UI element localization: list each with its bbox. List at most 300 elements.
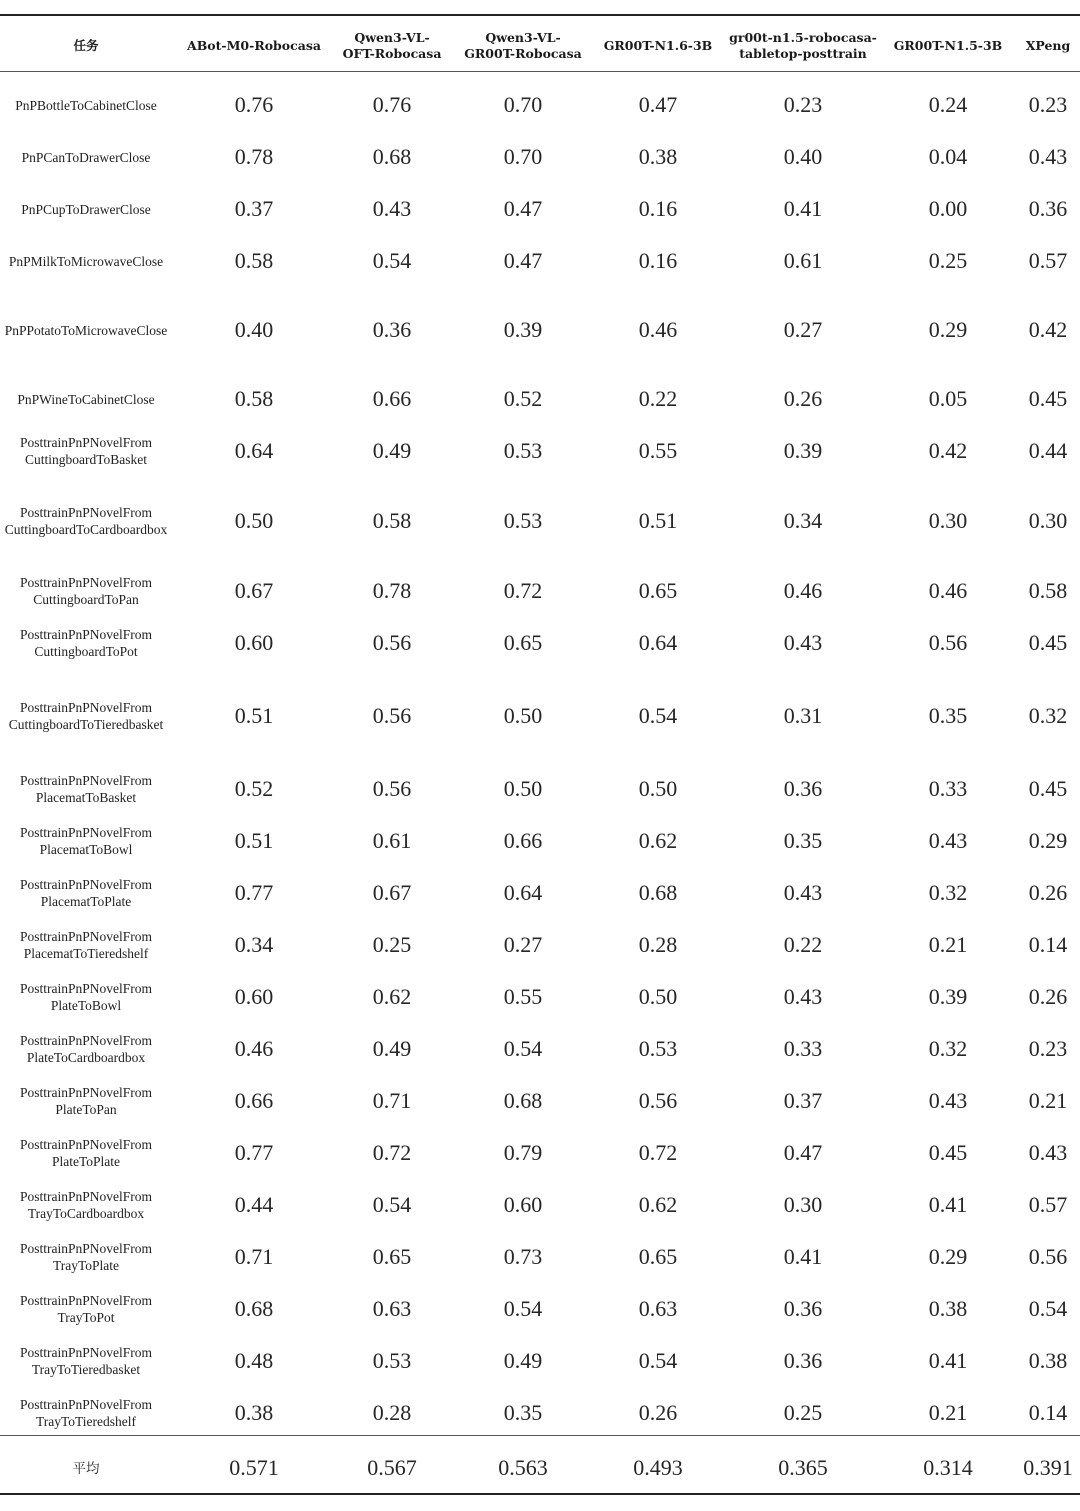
header-row <box>0 20 1080 72</box>
score-gr00t-n16-text: 0.64 <box>638 630 678 655</box>
score-qwen-gr00t <box>460 183 586 235</box>
score-qwen-oft <box>334 183 450 235</box>
score-qwen-oft <box>334 1127 450 1179</box>
score-abot-text: 0.66 <box>234 1088 274 1113</box>
score-gr00t-n15 <box>886 79 1010 131</box>
score-abot <box>184 1127 324 1179</box>
score-gr00t-n15-text: 0.29 <box>928 317 968 342</box>
score-qwen-gr00t <box>460 477 586 565</box>
header-qwen-oft <box>334 20 450 72</box>
score-xpeng-text: 0.23 <box>1028 1036 1068 1061</box>
score-gr00t-n15-posttrain-text: 0.33 <box>783 1036 823 1061</box>
score-gr00t-n16 <box>596 919 720 971</box>
score-qwen-gr00t-text: 0.72 <box>503 578 543 603</box>
score-xpeng-text: 0.57 <box>1028 1192 1068 1217</box>
task-name-text: PnPMilkToMicrowaveClose <box>8 253 164 269</box>
score-gr00t-n15-text: 0.00 <box>928 196 968 221</box>
header-rule <box>0 71 1080 72</box>
score-gr00t-n16-text: 0.46 <box>638 317 678 342</box>
score-xpeng-text: 0.43 <box>1028 144 1068 169</box>
score-xpeng <box>1016 1335 1080 1387</box>
table-row <box>0 565 1080 617</box>
score-gr00t-n15 <box>886 373 1010 425</box>
score-abot-text: 0.64 <box>234 438 274 463</box>
score-gr00t-n16 <box>596 815 720 867</box>
score-qwen-gr00t <box>460 373 586 425</box>
score-gr00t-n15-posttrain-text: 0.37 <box>783 1088 823 1113</box>
score-abot-text: 0.71 <box>234 1244 274 1269</box>
score-gr00t-n15-posttrain <box>726 1127 880 1179</box>
task-name <box>0 669 172 763</box>
task-name-text: PosttrainPnPNovelFrom TrayToTieredshelf <box>19 1397 152 1429</box>
score-gr00t-n15-posttrain <box>726 1179 880 1231</box>
bottom-rule <box>0 1493 1080 1495</box>
score-abot-text: 0.67 <box>234 578 274 603</box>
task-name <box>0 565 172 617</box>
score-gr00t-n16 <box>596 1023 720 1075</box>
score-qwen-gr00t <box>460 235 586 287</box>
score-gr00t-n15 <box>886 1335 1010 1387</box>
task-name <box>0 287 172 373</box>
score-gr00t-n15-posttrain <box>726 1023 880 1075</box>
task-name <box>0 617 172 669</box>
score-qwen-gr00t <box>460 815 586 867</box>
score-gr00t-n15-posttrain-text: 0.41 <box>783 196 823 221</box>
task-name-text: PosttrainPnPNovelFrom TrayToPlate <box>19 1241 152 1273</box>
header-gr00t-n16 <box>596 20 720 72</box>
score-xpeng <box>1016 1179 1080 1231</box>
task-name-text: PosttrainPnPNovelFrom TrayToPot <box>19 1293 152 1325</box>
task-name-text: PosttrainPnPNovelFrom TrayToTieredbasket <box>19 1345 152 1377</box>
score-abot-text: 0.77 <box>234 880 274 905</box>
score-gr00t-n16 <box>596 867 720 919</box>
average-gr00t-n15-posttrain <box>726 1440 880 1496</box>
score-gr00t-n15-text: 0.43 <box>928 828 968 853</box>
score-gr00t-n16-text: 0.65 <box>638 578 678 603</box>
header-xpeng-text: XPeng <box>1025 38 1071 53</box>
score-xpeng <box>1016 1023 1080 1075</box>
score-gr00t-n16-text: 0.56 <box>638 1088 678 1113</box>
score-qwen-oft <box>334 1023 450 1075</box>
score-gr00t-n15 <box>886 287 1010 373</box>
table-row <box>0 1335 1080 1387</box>
score-gr00t-n15-text: 0.46 <box>928 578 968 603</box>
score-xpeng-text: 0.42 <box>1028 317 1068 342</box>
score-gr00t-n15-posttrain-text: 0.46 <box>783 578 823 603</box>
score-qwen-gr00t-text: 0.52 <box>503 386 543 411</box>
score-qwen-oft-text: 0.28 <box>372 1400 412 1425</box>
score-gr00t-n16 <box>596 1075 720 1127</box>
score-qwen-oft <box>334 971 450 1023</box>
score-xpeng-text: 0.58 <box>1028 578 1068 603</box>
score-gr00t-n15-posttrain <box>726 183 880 235</box>
score-xpeng <box>1016 235 1080 287</box>
score-gr00t-n15-posttrain <box>726 763 880 815</box>
score-qwen-oft-text: 0.68 <box>372 144 412 169</box>
table-row <box>0 183 1080 235</box>
score-qwen-oft <box>334 425 450 477</box>
score-gr00t-n15-posttrain <box>726 131 880 183</box>
task-name <box>0 1231 172 1283</box>
average-abot <box>184 1440 324 1496</box>
score-gr00t-n15 <box>886 1231 1010 1283</box>
score-gr00t-n16 <box>596 669 720 763</box>
score-gr00t-n16-text: 0.28 <box>638 932 678 957</box>
score-abot <box>184 815 324 867</box>
score-qwen-gr00t <box>460 79 586 131</box>
score-xpeng-text: 0.23 <box>1028 92 1068 117</box>
score-gr00t-n16-text: 0.53 <box>638 1036 678 1061</box>
score-gr00t-n15-posttrain-text: 0.36 <box>783 1348 823 1373</box>
score-gr00t-n16 <box>596 131 720 183</box>
score-qwen-oft-text: 0.62 <box>372 984 412 1009</box>
score-qwen-oft <box>334 373 450 425</box>
score-gr00t-n16-text: 0.54 <box>638 703 678 728</box>
task-name <box>0 1127 172 1179</box>
score-qwen-gr00t-text: 0.39 <box>503 317 543 342</box>
score-gr00t-n16-text: 0.47 <box>638 92 678 117</box>
score-gr00t-n15 <box>886 669 1010 763</box>
average-label <box>0 1440 172 1496</box>
score-qwen-gr00t-text: 0.73 <box>503 1244 543 1269</box>
score-gr00t-n15-posttrain-text: 0.23 <box>783 92 823 117</box>
score-qwen-gr00t <box>460 1075 586 1127</box>
table-row <box>0 79 1080 131</box>
score-qwen-gr00t-text: 0.68 <box>503 1088 543 1113</box>
score-qwen-gr00t-text: 0.70 <box>503 92 543 117</box>
score-gr00t-n15 <box>886 1179 1010 1231</box>
score-gr00t-n15-posttrain <box>726 669 880 763</box>
score-xpeng-text: 0.43 <box>1028 1140 1068 1165</box>
score-xpeng <box>1016 617 1080 669</box>
task-name-text: PosttrainPnPNovelFrom PlateToCardboardbox <box>19 1033 152 1065</box>
score-gr00t-n15-posttrain <box>726 1075 880 1127</box>
score-gr00t-n16 <box>596 425 720 477</box>
score-qwen-oft-text: 0.56 <box>372 776 412 801</box>
score-xpeng-text: 0.45 <box>1028 630 1068 655</box>
task-name-text: PosttrainPnPNovelFrom PlacematToBowl <box>19 825 152 857</box>
task-name <box>0 373 172 425</box>
score-gr00t-n15-text: 0.33 <box>928 776 968 801</box>
score-abot-text: 0.58 <box>234 386 274 411</box>
score-qwen-gr00t <box>460 1231 586 1283</box>
score-qwen-gr00t-text: 0.79 <box>503 1140 543 1165</box>
table-row <box>0 763 1080 815</box>
average-qwen-oft-text: 0.567 <box>367 1455 417 1480</box>
score-xpeng-text: 0.26 <box>1028 984 1068 1009</box>
score-xpeng-text: 0.29 <box>1028 828 1068 853</box>
score-gr00t-n15-posttrain <box>726 815 880 867</box>
score-gr00t-n15-posttrain <box>726 425 880 477</box>
score-gr00t-n16 <box>596 373 720 425</box>
table-row <box>0 867 1080 919</box>
score-qwen-oft <box>334 919 450 971</box>
score-qwen-gr00t-text: 0.50 <box>503 776 543 801</box>
score-qwen-oft-text: 0.58 <box>372 508 412 533</box>
header-task-text: 任务 <box>73 38 99 53</box>
score-qwen-gr00t <box>460 1387 586 1439</box>
score-gr00t-n15-text: 0.04 <box>928 144 968 169</box>
table-row <box>0 131 1080 183</box>
score-gr00t-n16-text: 0.51 <box>638 508 678 533</box>
task-name <box>0 183 172 235</box>
score-qwen-oft <box>334 763 450 815</box>
score-gr00t-n16-text: 0.54 <box>638 1348 678 1373</box>
score-gr00t-n15-text: 0.21 <box>928 1400 968 1425</box>
score-gr00t-n15-posttrain <box>726 1335 880 1387</box>
score-gr00t-n15 <box>886 131 1010 183</box>
score-gr00t-n15-posttrain <box>726 971 880 1023</box>
score-qwen-gr00t-text: 0.60 <box>503 1192 543 1217</box>
score-abot-text: 0.77 <box>234 1140 274 1165</box>
table-row <box>0 287 1080 373</box>
score-gr00t-n15-posttrain-text: 0.40 <box>783 144 823 169</box>
score-xpeng <box>1016 1387 1080 1439</box>
score-abot-text: 0.60 <box>234 630 274 655</box>
score-qwen-oft-text: 0.72 <box>372 1140 412 1165</box>
table-row <box>0 1127 1080 1179</box>
score-xpeng-text: 0.14 <box>1028 932 1068 957</box>
score-abot <box>184 373 324 425</box>
score-gr00t-n15-text: 0.32 <box>928 1036 968 1061</box>
table-row <box>0 1231 1080 1283</box>
score-gr00t-n15-posttrain-text: 0.36 <box>783 1296 823 1321</box>
header-abot <box>184 20 324 72</box>
task-name-text: PosttrainPnPNovelFrom PlateToPan <box>19 1085 152 1117</box>
table-row <box>0 617 1080 669</box>
task-name <box>0 919 172 971</box>
score-xpeng <box>1016 815 1080 867</box>
score-abot <box>184 79 324 131</box>
score-gr00t-n15-posttrain-text: 0.35 <box>783 828 823 853</box>
table-row <box>0 1075 1080 1127</box>
score-gr00t-n15 <box>886 919 1010 971</box>
score-qwen-oft-text: 0.56 <box>372 703 412 728</box>
score-qwen-oft-text: 0.56 <box>372 630 412 655</box>
score-gr00t-n15-text: 0.43 <box>928 1088 968 1113</box>
score-xpeng <box>1016 1231 1080 1283</box>
score-gr00t-n15 <box>886 763 1010 815</box>
score-gr00t-n15-text: 0.35 <box>928 703 968 728</box>
score-gr00t-n15-posttrain <box>726 373 880 425</box>
score-gr00t-n15-posttrain <box>726 287 880 373</box>
score-abot-text: 0.51 <box>234 703 274 728</box>
score-gr00t-n15-posttrain <box>726 565 880 617</box>
score-qwen-gr00t <box>460 763 586 815</box>
task-name <box>0 1335 172 1387</box>
task-name-text: PosttrainPnPNovelFrom PlacematToBasket <box>19 773 152 805</box>
score-xpeng <box>1016 971 1080 1023</box>
score-gr00t-n15 <box>886 1075 1010 1127</box>
score-gr00t-n15 <box>886 1127 1010 1179</box>
score-xpeng-text: 0.36 <box>1028 196 1068 221</box>
score-abot-text: 0.37 <box>234 196 274 221</box>
task-name <box>0 867 172 919</box>
score-gr00t-n15-posttrain-text: 0.26 <box>783 386 823 411</box>
task-name <box>0 763 172 815</box>
score-gr00t-n15 <box>886 235 1010 287</box>
table-row <box>0 1387 1080 1439</box>
score-qwen-gr00t-text: 0.65 <box>503 630 543 655</box>
score-abot <box>184 183 324 235</box>
score-abot <box>184 477 324 565</box>
score-gr00t-n16-text: 0.26 <box>638 1400 678 1425</box>
score-qwen-gr00t-text: 0.54 <box>503 1296 543 1321</box>
score-qwen-gr00t-text: 0.35 <box>503 1400 543 1425</box>
table-row <box>0 373 1080 425</box>
score-gr00t-n16 <box>596 79 720 131</box>
score-abot-text: 0.46 <box>234 1036 274 1061</box>
score-gr00t-n15-text: 0.30 <box>928 508 968 533</box>
score-gr00t-n15-posttrain-text: 0.43 <box>783 984 823 1009</box>
score-abot <box>184 1335 324 1387</box>
task-name-text: PosttrainPnPNovelFrom CuttingboardToPan <box>19 575 152 607</box>
score-abot <box>184 425 324 477</box>
score-qwen-oft <box>334 1387 450 1439</box>
average-gr00t-n15 <box>886 1440 1010 1496</box>
score-qwen-gr00t <box>460 1179 586 1231</box>
score-qwen-gr00t-text: 0.55 <box>503 984 543 1009</box>
score-gr00t-n16-text: 0.63 <box>638 1296 678 1321</box>
score-qwen-gr00t-text: 0.53 <box>503 508 543 533</box>
score-gr00t-n16-text: 0.55 <box>638 438 678 463</box>
header-gr00t-n15-text: GR00T-N1.5-3B <box>893 38 1003 53</box>
task-name <box>0 1179 172 1231</box>
score-abot <box>184 919 324 971</box>
table-row <box>0 477 1080 565</box>
task-name <box>0 815 172 867</box>
score-gr00t-n15-posttrain-text: 0.31 <box>783 703 823 728</box>
average-gr00t-n15-posttrain-text: 0.365 <box>778 1455 828 1480</box>
score-xpeng-text: 0.26 <box>1028 880 1068 905</box>
header-gr00t-n15-posttrain <box>726 20 880 72</box>
score-xpeng <box>1016 425 1080 477</box>
score-gr00t-n15-posttrain-text: 0.39 <box>783 438 823 463</box>
score-gr00t-n15 <box>886 971 1010 1023</box>
score-qwen-gr00t-text: 0.47 <box>503 196 543 221</box>
score-qwen-oft-text: 0.71 <box>372 1088 412 1113</box>
score-gr00t-n15-text: 0.41 <box>928 1192 968 1217</box>
score-abot <box>184 235 324 287</box>
score-qwen-oft-text: 0.63 <box>372 1296 412 1321</box>
score-xpeng <box>1016 131 1080 183</box>
score-gr00t-n16-text: 0.50 <box>638 984 678 1009</box>
score-qwen-oft-text: 0.66 <box>372 386 412 411</box>
task-name-text: PnPWineToCabinetClose <box>17 391 155 407</box>
score-gr00t-n15-posttrain-text: 0.47 <box>783 1140 823 1165</box>
score-abot <box>184 971 324 1023</box>
score-xpeng <box>1016 183 1080 235</box>
score-xpeng <box>1016 287 1080 373</box>
score-qwen-oft-text: 0.49 <box>372 438 412 463</box>
score-xpeng-text: 0.30 <box>1028 508 1068 533</box>
header-gr00t-n16-text: GR00T-N1.6-3B <box>603 38 713 53</box>
score-abot-text: 0.78 <box>234 144 274 169</box>
score-qwen-oft-text: 0.36 <box>372 317 412 342</box>
score-abot-text: 0.50 <box>234 508 274 533</box>
score-qwen-gr00t-text: 0.54 <box>503 1036 543 1061</box>
score-gr00t-n15 <box>886 565 1010 617</box>
task-name-text: PosttrainPnPNovelFrom PlacematToPlate <box>19 877 152 909</box>
top-rule <box>0 14 1080 16</box>
score-gr00t-n16 <box>596 235 720 287</box>
score-qwen-oft-text: 0.25 <box>372 932 412 957</box>
score-qwen-oft <box>334 477 450 565</box>
score-qwen-oft <box>334 669 450 763</box>
score-xpeng <box>1016 1127 1080 1179</box>
score-gr00t-n15-text: 0.24 <box>928 92 968 117</box>
score-gr00t-n15-posttrain <box>726 919 880 971</box>
header-gr00t-n15 <box>886 20 1010 72</box>
score-gr00t-n15-posttrain-text: 0.34 <box>783 508 823 533</box>
score-gr00t-n15-text: 0.32 <box>928 880 968 905</box>
score-gr00t-n15-text: 0.25 <box>928 248 968 273</box>
table-row <box>0 1283 1080 1335</box>
score-abot-text: 0.51 <box>234 828 274 853</box>
average-abot-text: 0.571 <box>229 1455 279 1480</box>
score-gr00t-n16 <box>596 1335 720 1387</box>
task-name <box>0 1023 172 1075</box>
table-row <box>0 235 1080 287</box>
score-qwen-oft-text: 0.49 <box>372 1036 412 1061</box>
score-gr00t-n16-text: 0.38 <box>638 144 678 169</box>
score-abot <box>184 1231 324 1283</box>
score-gr00t-n16 <box>596 1283 720 1335</box>
score-gr00t-n16-text: 0.16 <box>638 248 678 273</box>
score-abot <box>184 1283 324 1335</box>
score-gr00t-n16-text: 0.68 <box>638 880 678 905</box>
score-qwen-oft-text: 0.54 <box>372 1192 412 1217</box>
score-xpeng <box>1016 669 1080 763</box>
score-abot <box>184 1387 324 1439</box>
average-qwen-gr00t-text: 0.563 <box>498 1455 548 1480</box>
score-gr00t-n16 <box>596 763 720 815</box>
header-gr00t-n15-posttrain-text: gr00t-n1.5-robocasa- tabletop-posttrain <box>729 30 877 61</box>
score-qwen-oft <box>334 565 450 617</box>
task-name <box>0 235 172 287</box>
score-gr00t-n15-posttrain <box>726 1283 880 1335</box>
table-row <box>0 669 1080 763</box>
score-qwen-gr00t <box>460 971 586 1023</box>
score-xpeng-text: 0.21 <box>1028 1088 1068 1113</box>
score-qwen-gr00t-text: 0.64 <box>503 880 543 905</box>
score-qwen-gr00t-text: 0.53 <box>503 438 543 463</box>
score-xpeng <box>1016 373 1080 425</box>
score-qwen-oft <box>334 815 450 867</box>
score-abot <box>184 669 324 763</box>
score-qwen-gr00t <box>460 1023 586 1075</box>
score-gr00t-n15-posttrain <box>726 1387 880 1439</box>
average-gr00t-n16 <box>596 1440 720 1496</box>
score-abot-text: 0.38 <box>234 1400 274 1425</box>
score-xpeng <box>1016 477 1080 565</box>
score-qwen-gr00t <box>460 1283 586 1335</box>
average-gr00t-n15-text: 0.314 <box>923 1455 973 1480</box>
task-name-text: PnPPotatoToMicrowaveClose <box>4 322 168 338</box>
score-qwen-gr00t-text: 0.50 <box>503 703 543 728</box>
score-gr00t-n15-text: 0.38 <box>928 1296 968 1321</box>
score-gr00t-n15 <box>886 1023 1010 1075</box>
score-qwen-gr00t <box>460 669 586 763</box>
score-xpeng <box>1016 867 1080 919</box>
average-gr00t-n16-text: 0.493 <box>633 1455 683 1480</box>
score-qwen-oft <box>334 1179 450 1231</box>
score-qwen-oft <box>334 1231 450 1283</box>
score-abot-text: 0.40 <box>234 317 274 342</box>
score-xpeng-text: 0.56 <box>1028 1244 1068 1269</box>
score-gr00t-n16 <box>596 287 720 373</box>
score-qwen-oft <box>334 1075 450 1127</box>
